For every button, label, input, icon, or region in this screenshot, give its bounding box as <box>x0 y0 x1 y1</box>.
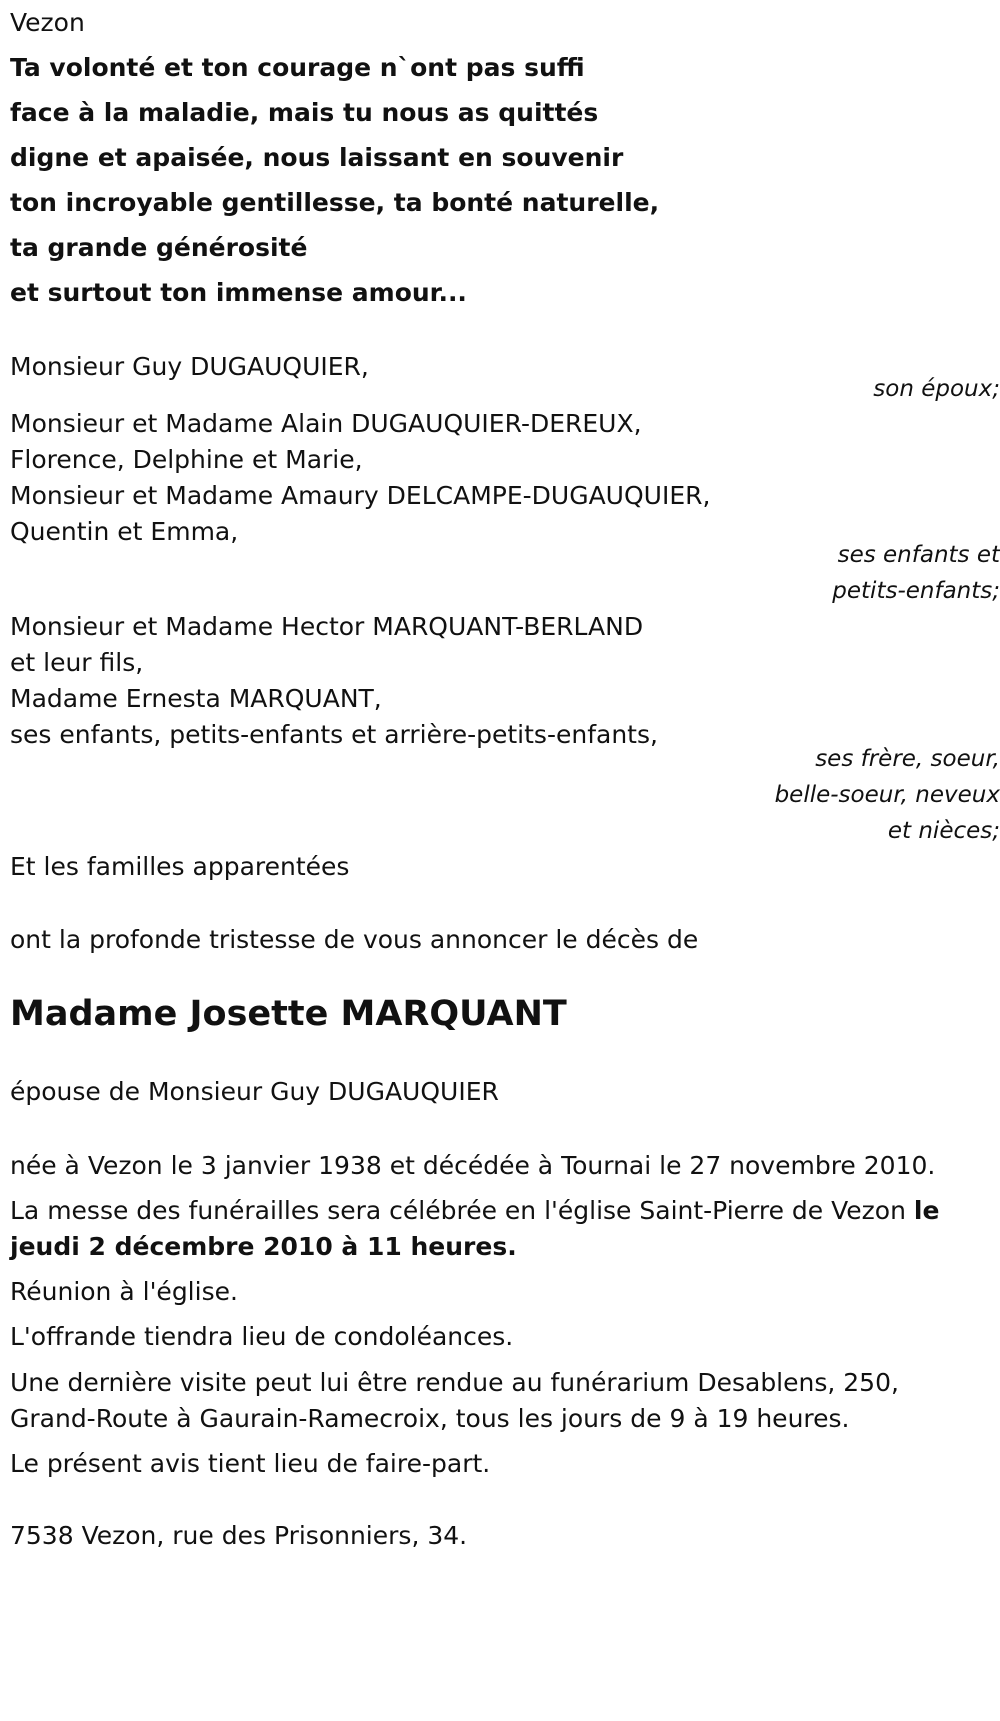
siblings-role-line-3: et nièces; <box>887 818 1000 844</box>
poem-line-1: Ta volonté et ton courage n`ont pas suffi <box>10 53 585 82</box>
siblings-role-line-1: ses frère, soeur, <box>815 746 1000 772</box>
spouse-of-line: épouse de Monsieur Guy DUGAUQUIER <box>10 1077 499 1106</box>
child-line-2: Florence, Delphine et Marie, <box>10 445 363 474</box>
mass-date: jeudi 2 décembre 2010 à 11 heures. <box>10 1232 517 1261</box>
child-line-4: Quentin et Emma, <box>10 517 239 546</box>
poem-line-5: ta grande générosité <box>10 233 308 262</box>
announcement-line: ont la profonde tristesse de vous annoncer le décès de <box>10 925 699 954</box>
place-header: Vezon <box>10 8 85 37</box>
mass-line-1 <box>10 1196 939 1226</box>
spouse-name: Monsieur Guy DUGAUQUIER, <box>10 352 369 381</box>
meeting-line: Réunion à l'église. <box>10 1277 238 1306</box>
child-line-3: Monsieur et Madame Amaury DELCAMPE-DUGAUQUIER, <box>10 481 711 510</box>
birth-death-line: née à Vezon le 3 janvier 1938 et décédée à Tournai le 27 novembre 2010. <box>10 1151 936 1180</box>
spouse-role: son époux; <box>873 376 1000 402</box>
sibling-line-1: Monsieur et Madame Hector MARQUANT-BERLAND <box>10 612 644 641</box>
relatives-line: Et les familles apparentées <box>10 852 350 881</box>
siblings-role-line-2: belle-soeur, neveux <box>774 782 1000 808</box>
deceased-name: Madame Josette MARQUANT <box>10 994 567 1034</box>
mass-bold-start: le <box>913 1196 940 1225</box>
sibling-line-2: et leur fils, <box>10 648 144 677</box>
notice-line: Le présent avis tient lieu de faire-part. <box>10 1449 491 1478</box>
children-role-line-2: petits-enfants; <box>832 578 1000 604</box>
child-line-1: Monsieur et Madame Alain DUGAUQUIER-DEREUX, <box>10 409 642 438</box>
poem-line-3: digne et apaisée, nous laissant en souvenir <box>10 143 624 172</box>
sibling-line-4: ses enfants, petits-enfants et arrière-petits-enfants, <box>10 720 658 749</box>
mass-text: La messe des funérailles sera célébrée en l'église Saint-Pierre de Vezon <box>10 1196 906 1225</box>
poem-line-6: et surtout ton immense amour... <box>10 278 467 307</box>
poem-line-4: ton incroyable gentillesse, ta bonté naturelle, <box>10 188 660 217</box>
poem-line-2: face à la maladie, mais tu nous as quittés <box>10 98 599 127</box>
sibling-line-3: Madame Ernesta MARQUANT, <box>10 684 382 713</box>
address-line: 7538 Vezon, rue des Prisonniers, 34. <box>10 1521 468 1550</box>
offering-line: L'offrande tiendra lieu de condoléances. <box>10 1322 514 1351</box>
visit-line-1: Une dernière visite peut lui être rendue au funérarium Desablens, 250, <box>10 1368 899 1397</box>
children-role-line-1: ses enfants et <box>837 542 1000 568</box>
visit-line-2: Grand-Route à Gaurain-Ramecroix, tous les jours de 9 à 19 heures. <box>10 1404 850 1433</box>
